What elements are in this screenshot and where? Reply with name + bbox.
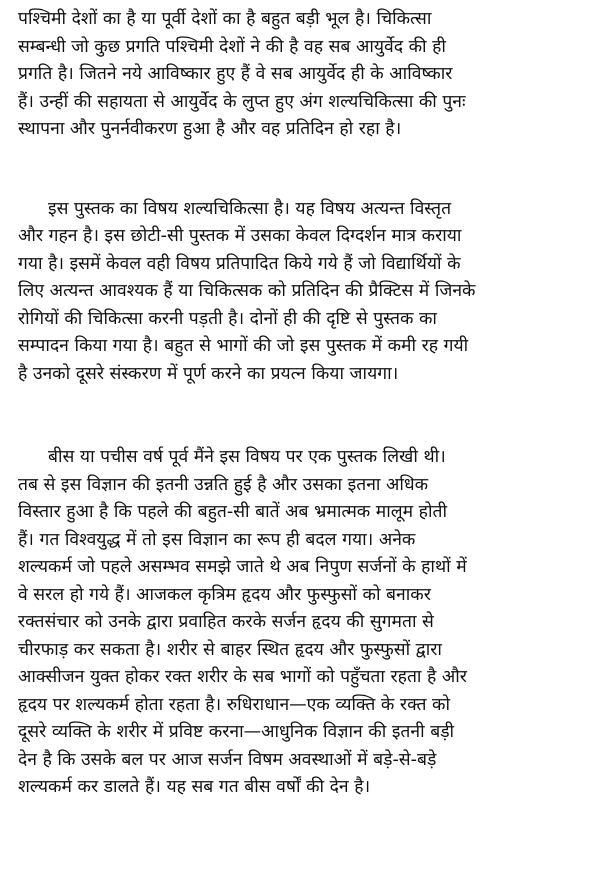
text-line: शल्यकर्म कर डालते हैं। यह सब गत बीस वर्षों की देन है। (18, 777, 371, 797)
text-line: हृदय पर शल्यकर्म होता रहता है। रुधिराधान—एक व्यक्ति के रक्त को (18, 694, 450, 715)
paragraph-2 (18, 196, 586, 389)
text-line: स्थापना और पुनर्नवीकरण हुआ है और वह प्रतिदिन हो रहा है। (18, 119, 402, 139)
paragraph-1 (18, 6, 586, 144)
paragraph-3 (18, 444, 586, 802)
text-line: आक्सीजन युक्त होकर रक्त शरीर के सब भागों को पहुँचता रहता है और (18, 667, 467, 687)
text-line: और गहन है। इस छोटी-सी पुस्तक में उसका केवल दिग्दर्शन मात्र कराया (18, 226, 462, 246)
text-line: सम्बन्धी जो कुछ प्रगति पश्चिमी देशों ने की है वह सब आयुर्वेद की ही (18, 36, 446, 57)
text-line: सम्पादन किया गया है। बहुत से भागों की जो इस पुस्तक में कमी रह गयी (18, 336, 469, 356)
text-line: तब से इस विज्ञान की इतनी उन्नति हुई है और उसका इतना अधिक (18, 474, 429, 495)
text-line: पश्चिमी देशों का है या पूर्वी देशों का है बहुत बड़ी भूल है। चिकित्सा (18, 9, 432, 29)
text-line: चीरफाड़ कर सकता है। शरीर से बाहर स्थित हृदय और फुस्फुसों द्वारा (18, 639, 442, 660)
text-line: प्रगति है। जितने नये आविष्कार हुए हैं वे सब आयुर्वेद ही के आविष्कार (18, 64, 453, 84)
text-line: इस पुस्तक का विषय शल्यचिकित्सा है। यह विषय अत्यन्त विस्तृत (48, 198, 452, 219)
text-line: हैं। गत विश्वयुद्ध में तो इस विज्ञान का रूप ही बदल गया। अनेक (18, 529, 416, 550)
text-line: विस्तार हुआ है कि पहले की बहुत-सी बातें अब भ्रमात्मक मालूम होती (18, 502, 448, 522)
text-line: शल्यकर्म जो पहले असम्भव समझे जाते थे अब निपुण सर्जनों के हाथों में (18, 557, 467, 577)
text-line: रक्तसंचार को उनके द्वारा प्रवाहित करके सर्जन हृदय की सुगमता से (18, 612, 434, 632)
text-line: दूसरे व्यक्ति के शरीर में प्रविष्ट करना—आधुनिक विज्ञान की इतनी बड़ी (18, 722, 455, 742)
text-line: है उनको दूसरे संस्करण में पूर्ण करने का प्रयत्न किया जायगा। (18, 363, 399, 384)
text-line: लिए अत्यन्त आवश्यक हैं या चिकित्सक को प्रतिदिन की प्रैक्टिस में जिनके (18, 281, 476, 301)
text-line: बीस या पचीस वर्ष पूर्व मैंने इस विषय पर एक पुस्तक लिखी थी। (48, 447, 446, 467)
text-line: गया है। इसमें केवल वही विषय प्रतिपादित किये गये हैं जो विद्यार्थियों के (18, 253, 461, 274)
text-line: हैं। उन्हीं की सहायता से आयुर्वेद के लुप्त हुए अंग शल्यचिकित्सा की पुनः (18, 91, 466, 112)
paragraph-spacer (18, 144, 586, 196)
text-line: देन है कि उसके बल पर आज सर्जन विषम अवस्थाओं में बड़े-से-बड़े (18, 749, 437, 770)
text-line: रोगियों की चिकित्सा करनी पड़ती है। दोनों ही की दृष्टि से पुस्तक का (18, 308, 437, 329)
text-line: वे सरल हो गये हैं। आजकल कृत्रिम हृदय और फुस्फुसों को बनाकर (18, 584, 431, 605)
paragraph-spacer (18, 388, 586, 444)
